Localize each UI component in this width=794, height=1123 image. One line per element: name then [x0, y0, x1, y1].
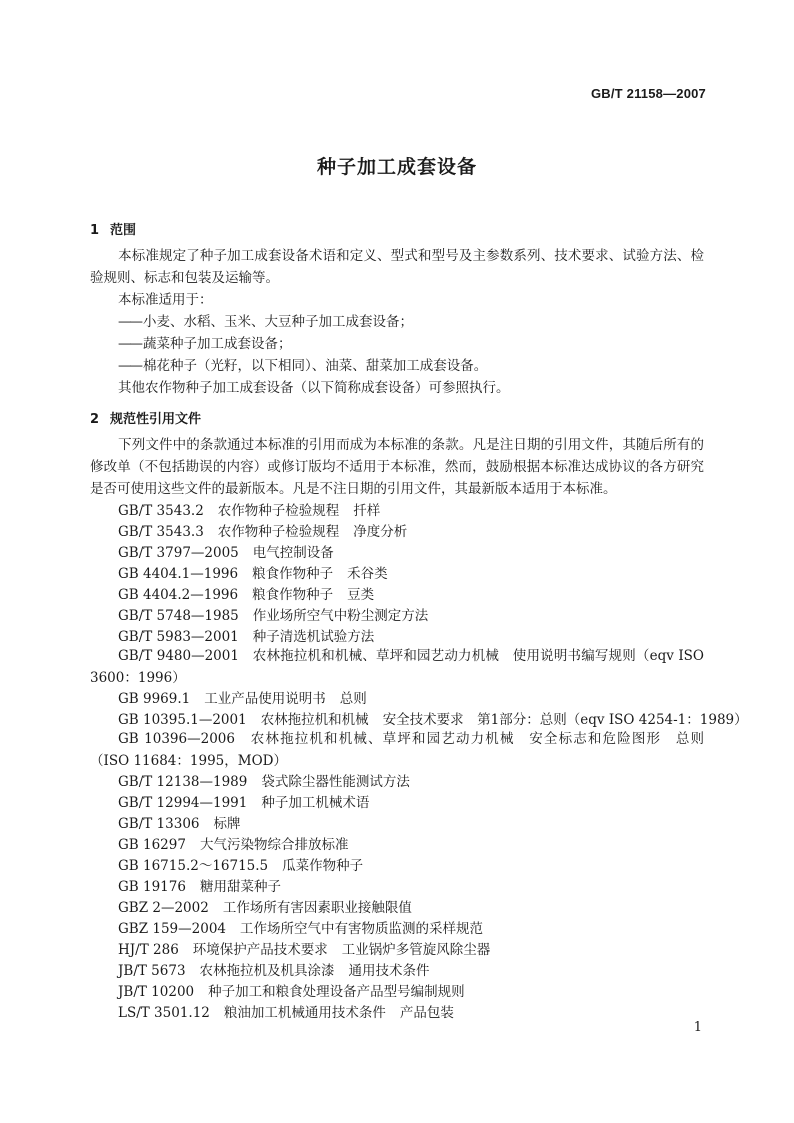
reference-item: GB 16715.2～16715.5 瓜菜作物种子 [118, 858, 364, 874]
reference-item: GB 9969.1 工业产品使用说明书 总则 [118, 691, 367, 707]
page-number: 1 [693, 1020, 702, 1035]
reference-item: HJ/T 286 环境保护产品技术要求 工业锅炉多管旋风除尘器 [118, 942, 491, 958]
reference-item: JB/T 10200 种子加工和粮食处理设备产品型号编制规则 [118, 984, 465, 1000]
reference-item: GB/T 12138—1989 袋式除尘器性能测试方法 [118, 774, 410, 790]
reference-item: GB/T 5748—1985 作业场所空气中粉尘测定方法 [118, 608, 429, 624]
section-1-heading [90, 219, 136, 238]
reference-item: GB 16297 大气污染物综合排放标准 [118, 837, 349, 853]
section-title: 范围 [110, 223, 137, 238]
reference-item: GB/T 3797—2005 电气控制设备 [118, 545, 334, 561]
reference-item-wrapped: GB/T 9480—2001 农林拖拉机和机械、草坪和园艺动力机械 使用说明书编写规则（eqv ISO 3600：1996） [90, 648, 704, 686]
reference-item: GB/T 13306 标牌 [118, 816, 241, 832]
applies-line: 本标准适用于： [118, 292, 213, 308]
reference-item: GB/T 5983—2001 种子清选机试验方法 [118, 629, 375, 645]
reference-item: GBZ 2—2002 工作场所有害因素职业接触限值 [118, 900, 412, 916]
references-intro: 下列文件中的条款通过本标准的引用而成为本标准的条款。凡是注日期的引用文件，其随后所有的修改单（不包括勘误的内容）或修订版均不适用于本标准，然而，鼓励根据本标准达成协议的各方研究是否可使用这些文件的最新版本。凡是不注日期的引用文件，其最新版本适用于本标准。 [90, 437, 704, 497]
reference-item: GB/T 12994—1991 种子加工机械术语 [118, 795, 370, 811]
reference-item: GB/T 3543.3 农作物种子检验规程 净度分析 [118, 524, 408, 540]
reference-item: GB 19176 糖用甜菜种子 [118, 879, 281, 895]
document-title: 种子加工成套设备 [316, 156, 477, 178]
reference-item: JB/T 5673 农林拖拉机及机具涂漆 通用技术条件 [118, 963, 430, 979]
section-title: 规范性引用文件 [110, 412, 202, 427]
standard-code: GB/T 21158—2007 [590, 86, 706, 101]
reference-item: GB 4404.1—1996 粮食作物种子 禾谷类 [118, 566, 388, 582]
section-2-heading [90, 408, 201, 427]
list-item: —— 棉花种子（光籽，以下相同）、油菜、甜菜加工成套设备。 [118, 358, 488, 374]
list-item: —— 小麦、水稻、玉米、大豆种子加工成套设备； [118, 314, 413, 330]
reference-item: GB 10395.1—2001 农林拖拉机和机械 安全技术要求 第1部分：总则（eqv ISO 4254-1：1989） [118, 712, 748, 728]
reference-item: GB/T 3543.2 农作物种子检验规程 扦样 [118, 503, 381, 519]
other-crops-line: 其他农作物种子加工成套设备（以下简称成套设备）可参照执行。 [118, 380, 510, 396]
reference-item: GB 4404.2—1996 粮食作物种子 豆类 [118, 587, 375, 603]
reference-item-wrapped: GB 10396—2006 农林拖拉机和机械、草坪和园艺动力机械 安全标志和危险图形 总则（ISO 11684：1995，MOD） [90, 731, 704, 769]
scope-paragraph: 本标准规定了种子加工成套设备术语和定义、型式和型号及主参数系列、技术要求、试验方法、检验规则、标志和包装及运输等。 [90, 248, 704, 286]
section-number: 2 [90, 412, 100, 427]
reference-item: LS/T 3501.12 粮油加工机械通用技术条件 产品包装 [118, 1005, 454, 1021]
section-number: 1 [90, 223, 100, 238]
reference-item: GBZ 159—2004 工作场所空气中有害物质监测的采样规范 [118, 921, 483, 937]
list-item: —— 蔬菜种子加工成套设备； [118, 336, 292, 352]
